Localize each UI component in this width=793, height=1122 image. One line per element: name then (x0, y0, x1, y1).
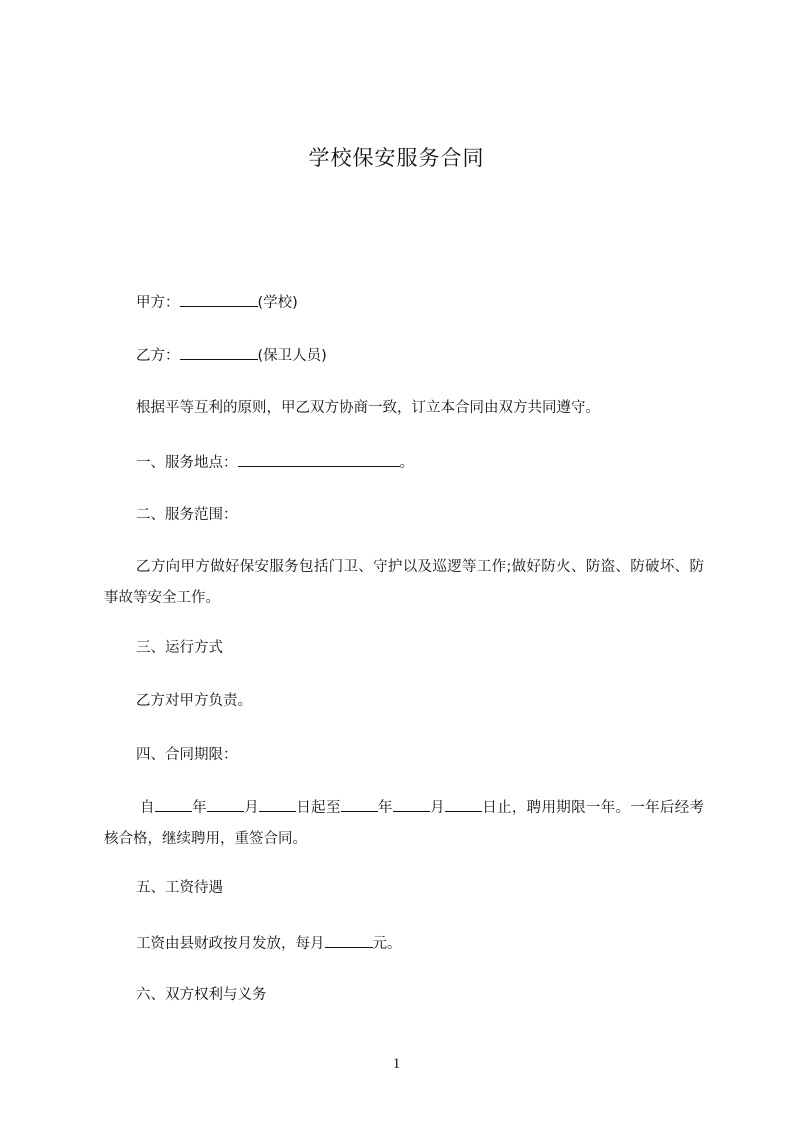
section-4-heading: 四、合同期限： (136, 747, 238, 763)
party-b-label: 乙方： (136, 348, 180, 364)
salary-blank (325, 932, 373, 948)
section-5-text (136, 932, 402, 954)
party-a-line (136, 291, 298, 313)
s4-t1: 自 (140, 800, 155, 816)
start-year-blank (155, 796, 192, 812)
s4-t3: 月 (243, 800, 260, 816)
end-month-blank (393, 796, 430, 812)
section-2-text-content: 乙方向甲方做好保安服务包括门卫、守护以及巡逻等工作;做好防火、防盗、防破坏、防事故等安全工作。 (104, 559, 704, 606)
s4-t6: 月 (429, 800, 445, 816)
section-3-text: 乙方对甲方负责。 (136, 693, 252, 709)
section-1-end: 。 (399, 455, 414, 471)
party-b-blank (180, 344, 258, 360)
end-year-blank (341, 796, 378, 812)
section-6-heading: 六、双方权利与义务 (136, 987, 267, 1003)
salary-unit: 元。 (372, 936, 402, 952)
section-3-heading: 三、运行方式 (136, 640, 223, 656)
location-blank (238, 451, 400, 467)
start-month-blank (207, 796, 244, 812)
document-title: 学校保安服务合同 (308, 146, 485, 170)
s4-t2: 年 (191, 800, 207, 816)
section-4-text (104, 793, 704, 855)
end-day-blank (445, 796, 482, 812)
s4-t5: 年 (377, 800, 393, 816)
start-day-blank (259, 796, 296, 812)
section-2-heading: 二、服务范围： (136, 507, 238, 523)
s4-t4: 日起至 (296, 800, 341, 816)
s4-t7: 日止，聘用期限一年。一年后经考核合格，继续聘用，重签合同。 (104, 800, 705, 847)
party-a-suffix: (学校) (257, 295, 298, 311)
page-number: 1 (392, 1056, 401, 1072)
section-1-line (136, 451, 414, 473)
section-5-heading: 五、工资待遇 (136, 880, 223, 896)
intro-paragraph: 根据平等互利的原则，甲乙双方协商一致，订立本合同由双方共同遵守。 (136, 400, 600, 416)
party-a-blank (180, 291, 258, 307)
section-2-text (104, 552, 704, 614)
party-b-line (136, 344, 327, 366)
party-b-suffix: (保卫人员) (257, 348, 327, 364)
salary-text: 工资由县财政按月发放，每月 (136, 936, 325, 952)
section-1-label: 一、服务地点： (136, 455, 238, 471)
party-a-label: 甲方： (136, 295, 180, 311)
